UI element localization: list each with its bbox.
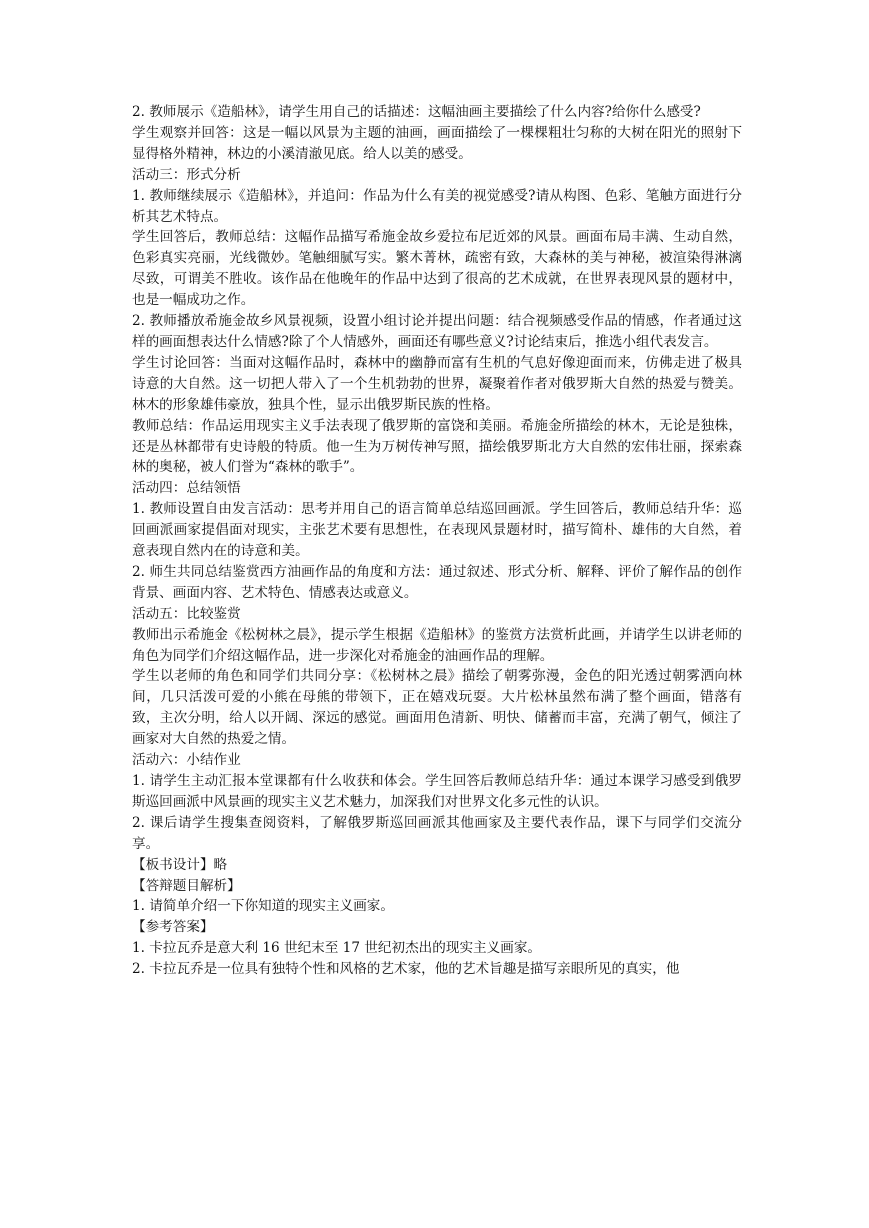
paragraph: 教师总结：作品运用现实主义手法表现了俄罗斯的富饶和美丽。希施金所描绘的林木，无论是独株，还是丛林都带有史诗般的特质。他一生为万树传神写照，描绘俄罗斯北方大自然的宏伟壮丽，探索森林的奥秘，被人们誉为“森林的歌手”。 xyxy=(132,417,742,476)
paragraph: 学生以老师的角色和同学们共同分享：《松树林之晨》描绘了朝雾弥漫，金色的阳光透过朝雾洒向林间，几只活泼可爱的小熊在母熊的带领下，正在嬉戏玩耍。大片松林虽然布满了整个画面，错落有致，主次分明，给人以开阔、深远的感觉。画面用色清新、明快、储蓄而丰富，充满了朝气，倾注了画家对大自然的热爱之情。 xyxy=(132,668,742,748)
section-heading: 活动五：比较鉴赏 xyxy=(132,605,241,622)
section-heading: 【板书设计】略 xyxy=(132,856,228,873)
section-heading: 活动六：小结作业 xyxy=(132,752,241,769)
document-body xyxy=(132,102,742,980)
paragraph: 教师出示希施金《松树林之晨》，提示学生根据《造船林》的鉴赏方法赏析此画，并请学生以讲老师的角色为同学们介绍这幅作品，进一步深化对希施金的油画作品的理解。 xyxy=(132,626,742,664)
paragraph: 1. 请学生主动汇报本堂课都有什么收获和体会。学生回答后教师总结升华：通过本课学习感受到俄罗斯巡回画派中风景画的现实主义艺术魅力，加深我们对世界文化多元性的认识。 xyxy=(132,773,742,810)
paragraph: 2. 师生共同总结鉴赏西方油画作品的角度和方法：通过叙述、形式分析、解释、评价了解作品的创作背景、画面内容、艺术特色、情感表达或意义。 xyxy=(132,563,742,601)
paragraph: 1. 请简单介绍一下你知道的现实主义画家。 xyxy=(132,898,394,915)
paragraph: 学生回答后，教师总结：这幅作品描写希施金故乡爱拉布尼近郊的风景。画面布局丰满、生动自然，色彩真实亮丽，光线微妙。笔触细腻写实。繁木菁林，疏密有致，大森林的美与神秘，被渲染得淋漓尽致，可谓美不胜收。该作品在他晚年的作品中达到了很高的艺术成就，在世界表现风景的题材中，也是一幅成功之作。 xyxy=(132,229,742,309)
paragraph: 1. 教师继续展示《造船林》，并追问：作品为什么有美的视觉感受?请从构图、色彩、笔触方面进行分析其艺术特点。 xyxy=(132,187,742,225)
paragraph: 1. 卡拉瓦乔是意大利 16 世纪末至 17 世纪初杰出的现实主义画家。 xyxy=(132,940,542,957)
paragraph: 2. 课后请学生搜集查阅资料，了解俄罗斯巡回画派其他画家及主要代表作品，课下与同学们交流分享。 xyxy=(132,814,742,852)
section-heading: 活动四：总结领悟 xyxy=(132,480,241,497)
paragraph: 2. 卡拉瓦乔是一位具有独特个性和风格的艺术家，他的艺术旨趣是描写亲眼所见的真实，他 xyxy=(132,961,680,978)
paragraph: 2. 教师展示《造船林》，请学生用自己的话描述：这幅油画主要描绘了什么内容?给你什么感受? xyxy=(132,104,701,120)
paragraph: 2. 教师播放希施金故乡风景视频，设置小组讨论并提出问题：结合视频感受作品的情感，作者通过这样的画面想表达什么情感?除了个人情感外，画面还有哪些意义?讨论结束后，推选小组代表发言。 xyxy=(132,313,742,350)
section-heading: 活动三：形式分析 xyxy=(132,166,241,183)
section-heading: 【参考答案】 xyxy=(132,919,214,936)
paragraph: 1. 教师设置自由发言活动：思考并用自己的语言简单总结巡回画派。学生回答后，教师总结升华：巡回画派画家提倡面对现实，主张艺术要有思想性，在表现风景题材时，描写简朴、雄伟的大自然，着意表现自然内在的诗意和美。 xyxy=(132,501,742,560)
paragraph: 学生观察并回答：这是一幅以风景为主题的油画，画面描绘了一棵棵粗壮匀称的大树在阳光的照射下显得格外精神，林边的小溪清澈见底。给人以美的感受。 xyxy=(132,124,742,162)
paragraph: 学生讨论回答：当面对这幅作品时，森林中的幽静而富有生机的气息好像迎面而来，仿佛走进了极具诗意的大自然。这一切把人带入了一个生机勃勃的世界，凝聚着作者对俄罗斯大自然的热爱与赞美。林木的形象雄伟豪放，独具个性，显示出俄罗斯民族的性格。 xyxy=(132,354,742,413)
section-heading: 【答辩题目解析】 xyxy=(132,877,241,894)
